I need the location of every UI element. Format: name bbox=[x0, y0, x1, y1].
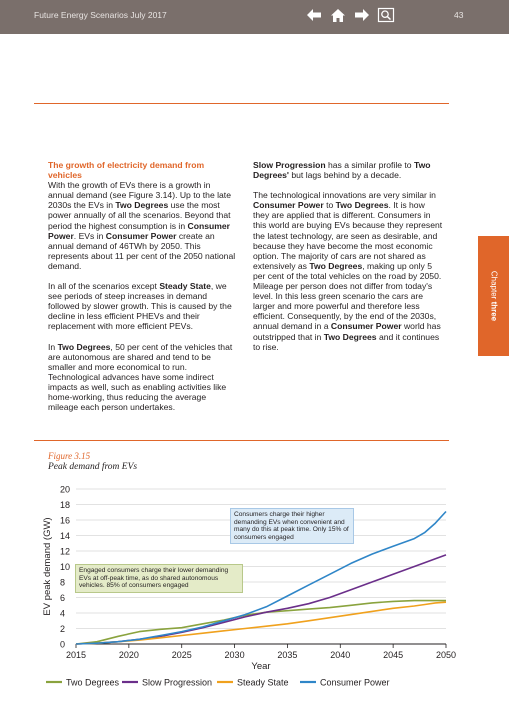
paragraph-steady-state bbox=[48, 281, 238, 331]
y-tick-label: 4 bbox=[60, 608, 66, 619]
scenario-name: Two Degrees bbox=[57, 341, 111, 352]
document-title: Future Energy Scenarios July 2017 bbox=[34, 10, 167, 20]
chapter-word: Chapter bbox=[489, 270, 498, 302]
chapter-tab[interactable] bbox=[478, 236, 509, 356]
text-span: has a similar profile to bbox=[325, 160, 414, 170]
y-tick-label: 14 bbox=[60, 531, 71, 541]
figure-label: Figure 3.15 bbox=[48, 451, 91, 461]
navigation-controls bbox=[305, 6, 395, 24]
x-tick-label: 2025 bbox=[171, 650, 192, 660]
annotation-consumer-power: Consumers charge their higher demanding EVs when convenient and many do this at peak time. Only 15% of consumers engaged bbox=[230, 508, 354, 544]
y-tick-label: 0 bbox=[60, 639, 66, 650]
text-span: , making up only 5 per cent of the total vehicles on the road by 2050. Mileage per person does not differ from today's level. In this less green scenario the cars are larger and more powerful and therefore less efficient. Consequently, by the end of the 2030s, annual demand in a bbox=[253, 260, 442, 332]
x-tick-label: 2050 bbox=[435, 650, 457, 660]
page-number: 43 bbox=[454, 10, 464, 20]
legend-label: Two Degrees bbox=[66, 677, 120, 688]
series-line-two-degrees bbox=[76, 601, 446, 644]
y-tick-label: 20 bbox=[60, 484, 71, 495]
text-span: . It is how they are applied that is different. Consumers in this world are buying EVs because they represent the latest technology, are seen as desirable, and because they have become the most economic option. The majority of cars are not shared as extensively as bbox=[253, 200, 443, 271]
paragraph-intro bbox=[48, 160, 238, 271]
text-span: world has outstripped that in bbox=[253, 321, 441, 342]
legend-label: Steady State bbox=[237, 677, 289, 688]
annotation-engaged-consumers: Engaged consumers charge their lower demanding EVs at off-peak time, as do shared autonomous vehicles. 85% of consumers engaged bbox=[75, 564, 243, 593]
text-span: and it continues to rise. bbox=[253, 331, 440, 352]
y-tick-label: 6 bbox=[60, 593, 66, 603]
text-span: create an annual demand of 46TWh by 2050. This represents about 11 per cent of the 2050 national demand. bbox=[48, 230, 236, 271]
scenario-name: Two Degrees' bbox=[253, 160, 431, 181]
figure-divider bbox=[34, 440, 449, 441]
text-span: , 50 per cent of the vehicles that are autonomous are shared and tend to be smaller and more economical to run. Technological advances have some indirect impacts as well, such as enabling activities like home-working, thus reducing the average mileage each person undertakes. bbox=[48, 341, 233, 413]
scenario-name: Consumer Power bbox=[48, 220, 230, 241]
text-span: but lags behind by a decade. bbox=[288, 170, 402, 181]
text-span: use the most power annually of all the scenarios. Beyond that period the highest consumption is in bbox=[48, 200, 231, 231]
x-tick-label: 2035 bbox=[277, 650, 298, 660]
scenario-name: Consumer Power bbox=[105, 230, 177, 241]
x-tick-label: 2015 bbox=[65, 650, 87, 660]
text-span: With the growth of EVs there is a growth in annual demand (see Figure 3.14). Up to the late 2030s the EVs in bbox=[48, 180, 231, 211]
x-axis-title: Year bbox=[251, 661, 271, 672]
peak-demand-chart bbox=[34, 476, 457, 694]
scenario-name: Two Degrees bbox=[309, 260, 363, 271]
y-tick-label: 16 bbox=[60, 515, 71, 526]
x-tick-label: 2045 bbox=[383, 650, 404, 660]
text-span: In bbox=[48, 341, 58, 352]
y-axis-title: EV peak demand (GW) bbox=[42, 517, 53, 616]
chapter-tab-label bbox=[489, 271, 498, 321]
paragraph-consumer-power bbox=[253, 190, 443, 352]
scenario-name: Two Degrees bbox=[323, 331, 377, 342]
scenario-name: Steady State bbox=[159, 281, 211, 292]
figure-title: Peak demand from EVs bbox=[48, 462, 138, 472]
text-column-right bbox=[253, 160, 443, 362]
text-span: to bbox=[323, 200, 336, 211]
top-divider bbox=[34, 103, 449, 104]
forward-arrow-icon[interactable] bbox=[353, 6, 371, 24]
text-span: . EVs in bbox=[73, 230, 106, 241]
chapter-number: three bbox=[489, 301, 498, 322]
header-bar bbox=[0, 0, 509, 34]
y-tick-label: 2 bbox=[60, 624, 66, 634]
paragraph-two-degrees bbox=[48, 342, 238, 413]
legend-label: Slow Progression bbox=[142, 677, 213, 688]
scenario-name: Consumer Power bbox=[253, 200, 324, 211]
x-tick-label: 2020 bbox=[118, 650, 139, 660]
text-span: In all of the scenarios except bbox=[48, 281, 160, 292]
scenario-name: Consumer Power bbox=[330, 321, 402, 332]
x-tick-label: 2030 bbox=[224, 650, 245, 660]
x-tick-label: 2040 bbox=[330, 650, 351, 660]
y-tick-label: 18 bbox=[60, 500, 71, 510]
section-heading: The growth of electricity demand from vehicles bbox=[48, 160, 205, 181]
paragraph-slow-progression bbox=[253, 160, 443, 180]
text-span: , we see periods of steep increases in demand followed by slower growth. This is caused by the decline in less efficient PHEVs and their replacement with more efficient PEVs. bbox=[48, 281, 232, 332]
back-arrow-icon[interactable] bbox=[305, 6, 323, 24]
search-icon[interactable] bbox=[377, 6, 395, 24]
text-column-left bbox=[48, 160, 238, 422]
home-icon[interactable] bbox=[329, 6, 347, 24]
y-tick-label: 12 bbox=[60, 546, 71, 557]
y-tick-label: 10 bbox=[60, 562, 71, 572]
text-span: The technological innovations are very similar in bbox=[253, 190, 436, 201]
scenario-name: Slow Progression bbox=[253, 160, 326, 170]
scenario-name: Two Degrees bbox=[335, 200, 389, 211]
legend-label: Consumer Power bbox=[320, 677, 390, 688]
scenario-name: Two Degrees bbox=[115, 200, 169, 211]
y-tick-label: 8 bbox=[60, 577, 66, 588]
